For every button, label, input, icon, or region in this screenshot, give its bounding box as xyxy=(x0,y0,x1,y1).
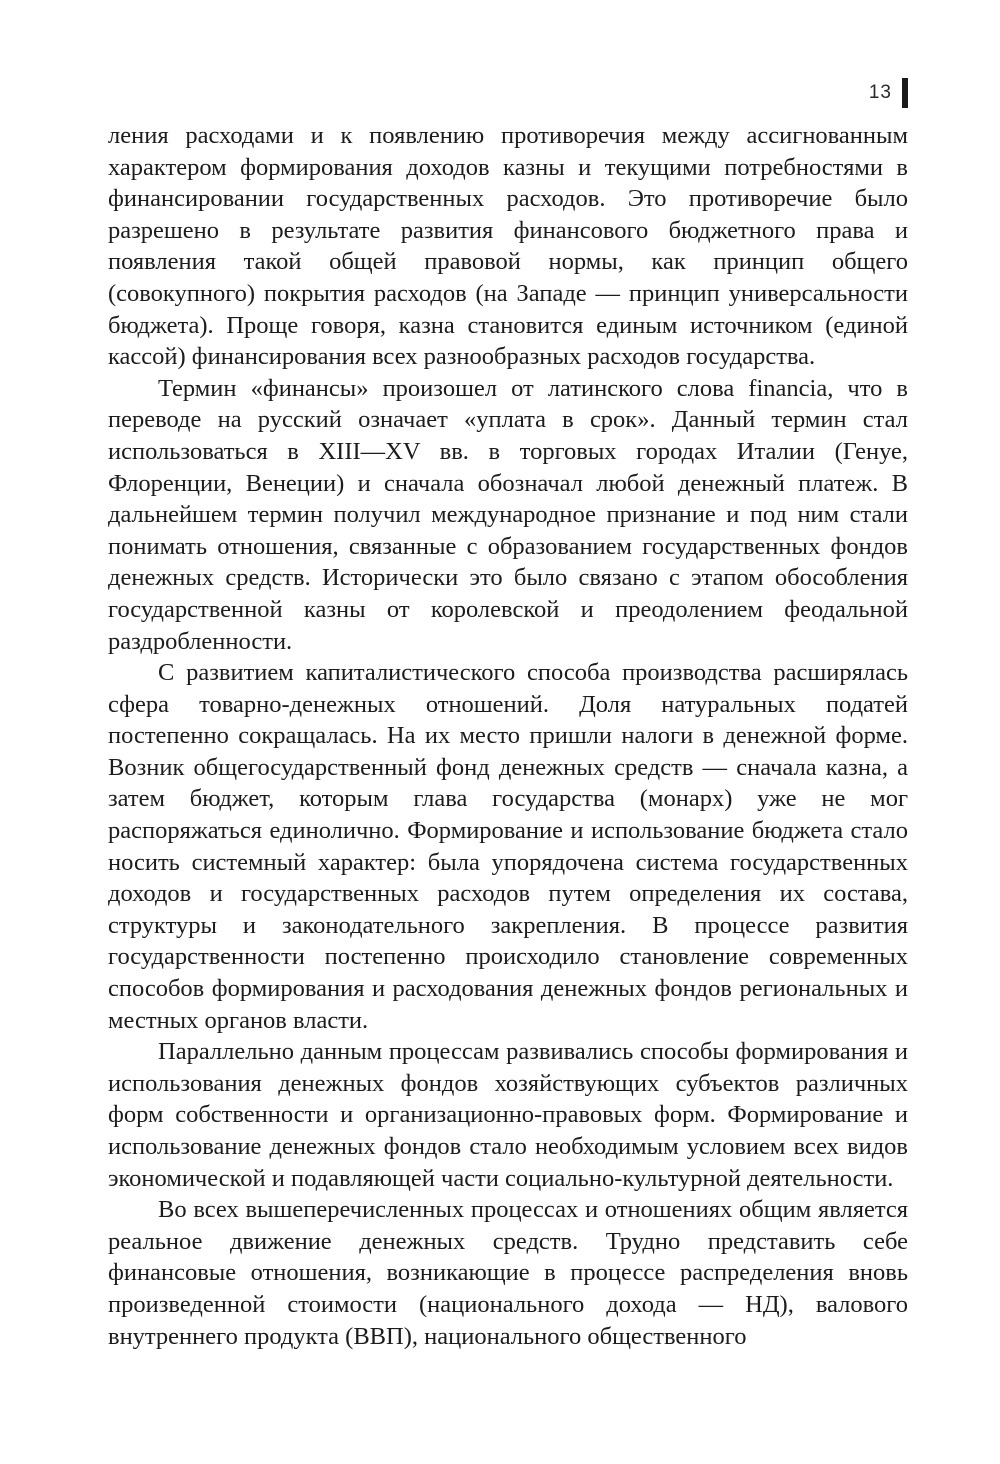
text-body xyxy=(108,120,908,1352)
paragraph-continuation: ления расходами и к появлению противоречия между ассигнованным характером формирования доходов казны и текущими потребностями в финансировании государственных расходов. Это противоречие было разрешено в результате развития финансового бюджетного права и появления такой общей правовой нормы, как принцип общего (совокупного) покрытия расходов (на Западе — принцип универсальности бюджета). Проще говоря, казна становится единым источником (единой кассой) финансирования всех разнообразных расходов государства. xyxy=(108,122,908,371)
paragraph-finance-term: Термин «финансы» произошел от латинского слова financia, что в переводе на русский означает «уплата в срок». Данный термин стал использоваться в XIII—XV вв. в торговых городах Италии (Генуе, Флоренции, Венеции) и сначала обозначал любой денежный платеж. В дальнейшем термин получил международное признание и под ним стали понимать отношения, связанные с образованием государственных фондов денежных средств. Исторически это было связано с этапом обособления государственной казны от королевской и преодолением феодальной раздробленности. xyxy=(108,374,908,655)
paragraph-money-movement: Во всех вышеперечисленных процессах и отношениях общим является реальное движение денежных средств. Трудно представить себе финансовые отношения, возникающие в процессе распределения вновь произведенной стоимости (национального дохода — НД), валового внутреннего продукта (ВВП), национального общественного xyxy=(108,1196,908,1350)
page-header xyxy=(869,78,908,108)
paragraph-capitalism: С развитием капиталистического способа производства расширялась сфера товарно-денежных отношений. Доля натуральных податей постепенно сокращалась. На их место пришли налоги в денежной форме. Возник общегосударственный фонд денежных средств — сначала казна, а затем бюджет, которым глава государства (монарх) уже не мог распоряжаться единолично. Формирование и использование бюджета стало носить системный характер: была упорядочена система государственных доходов и государственных расходов путем определения их состава, структуры и законодательного закрепления. В процессе развития государственности постепенно происходило становление современных способов формирования и расходования денежных фондов региональных и местных органов власти. xyxy=(108,659,908,1034)
paragraph-parallel-processes: Параллельно данным процессам развивались способы формирования и использования денежных фондов хозяйствующих субъектов различных форм собственности и организационно-правовых форм. Формирование и использование денежных фондов стало необходимым условием всех видов экономической и подавляющей части социально-культурной деятельности. xyxy=(108,1038,908,1192)
page-number-bar xyxy=(902,78,908,108)
page-number: 13 xyxy=(868,82,892,103)
